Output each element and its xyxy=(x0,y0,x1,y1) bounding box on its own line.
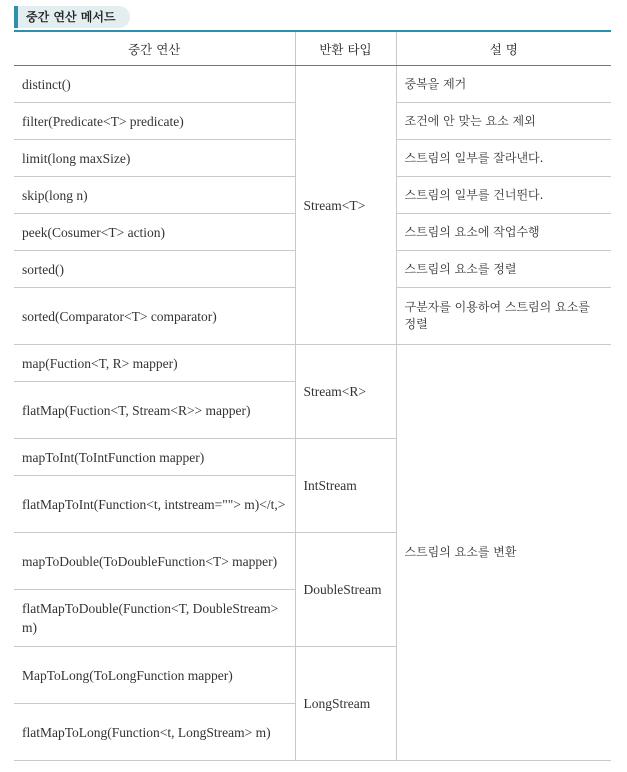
return-type-cell: DoubleStream xyxy=(295,533,396,647)
return-type-cell: LongStream xyxy=(295,647,396,761)
method-cell: peek(Cosumer<T> action) xyxy=(14,214,295,251)
method-cell: limit(long maxSize) xyxy=(14,140,295,177)
method-cell: sorted() xyxy=(14,251,295,288)
description-cell: 조건에 안 맞는 요소 제외 xyxy=(396,103,611,140)
header-description: 설 명 xyxy=(396,31,611,66)
return-type-cell: Stream<R> xyxy=(295,345,396,439)
method-cell: MapToLong(ToLongFunction mapper) xyxy=(14,647,295,704)
method-cell: mapToInt(ToIntFunction mapper) xyxy=(14,439,295,476)
description-cell: 구분자를 이용하여 스트림의 요소를 정렬 xyxy=(396,288,611,345)
description-cell: 스트림의 요소를 변환 xyxy=(396,345,611,761)
header-method: 중간 연산 xyxy=(14,31,295,66)
method-cell: skip(long n) xyxy=(14,177,295,214)
table-header-row xyxy=(14,31,611,66)
method-cell: flatMap(Fuction<T, Stream<R>> mapper) xyxy=(14,382,295,439)
intermediate-operations-table xyxy=(14,30,611,761)
section-title: 중간 연산 메서드 xyxy=(18,6,130,28)
method-cell: flatMapToLong(Function<t, LongStream> m) xyxy=(14,704,295,761)
method-cell: flatMapToInt(Function<t, intstream=""> m)</t,> xyxy=(14,476,295,533)
description-cell: 스트림의 일부를 잘라낸다. xyxy=(396,140,611,177)
method-cell: filter(Predicate<T> predicate) xyxy=(14,103,295,140)
section-badge xyxy=(14,6,130,28)
description-cell: 스트림의 일부를 건너뛴다. xyxy=(396,177,611,214)
method-cell: map(Fuction<T, R> mapper) xyxy=(14,345,295,382)
description-cell: 스트림의 요소를 정렬 xyxy=(396,251,611,288)
method-cell: mapToDouble(ToDoubleFunction<T> mapper) xyxy=(14,533,295,590)
table-row xyxy=(14,66,611,103)
description-cell: 스트림의 요소에 작업수행 xyxy=(396,214,611,251)
return-type-cell: IntStream xyxy=(295,439,396,533)
header-return-type: 반환 타입 xyxy=(295,31,396,66)
method-cell: distinct() xyxy=(14,66,295,103)
table-row xyxy=(14,345,611,382)
description-cell: 중복을 제거 xyxy=(396,66,611,103)
method-cell: flatMapToDouble(Function<T, DoubleStream> m) xyxy=(14,590,295,647)
method-cell: sorted(Comparator<T> comparator) xyxy=(14,288,295,345)
return-type-cell: Stream<T> xyxy=(295,66,396,345)
